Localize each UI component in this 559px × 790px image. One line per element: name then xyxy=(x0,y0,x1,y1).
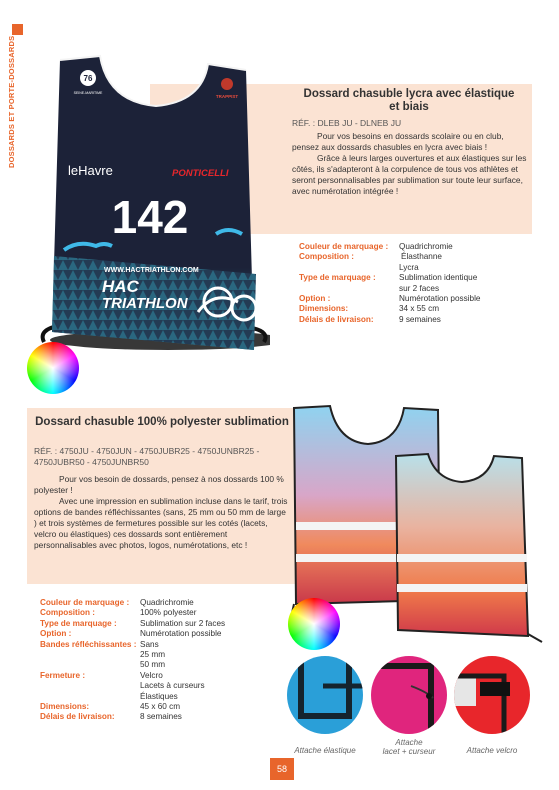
spec-row xyxy=(40,608,225,618)
spec-value: sur 2 faces xyxy=(399,283,440,293)
spec-value: Quadrichromie xyxy=(140,598,194,607)
spec-label: Dimensions: xyxy=(40,702,90,712)
bib-sponsor-right: PONTICELLI xyxy=(172,168,229,179)
spec-row xyxy=(40,640,225,671)
spec-value: Numérotation possible xyxy=(140,629,222,639)
spec-label: Bandes réfléchissantes : xyxy=(40,639,137,649)
attachment-caption xyxy=(366,738,452,756)
spec-label: Type de marquage : xyxy=(299,273,376,283)
product2-title: Dossard chasuble 100% polyester sublimation xyxy=(35,416,289,428)
spec-row xyxy=(40,598,225,608)
spec-label: Composition : xyxy=(40,608,96,618)
spec-row xyxy=(40,702,225,712)
spec-label: Couleur de marquage : xyxy=(40,598,130,607)
spec-value: Lacets à curseurs xyxy=(140,681,205,691)
product1-description-para: Grâce à leurs larges ouvertures et aux élastiques sur les côtés, ils s'adapteront à la corpulence de tous vos athlètes et seront personnalisables par sublimation sur toute leur surface, avec numérotation intégrée ! xyxy=(292,153,527,196)
bib-number: 142 xyxy=(111,191,189,243)
spec-row xyxy=(299,294,480,304)
page-number: 58 xyxy=(270,758,294,780)
spec-value: 100% polyester xyxy=(140,608,197,618)
spec-value: 34 x 55 cm xyxy=(399,304,440,314)
color-wheel-icon xyxy=(288,598,340,650)
spec-label: Option : xyxy=(299,294,331,304)
spec-label: Option : xyxy=(40,629,72,639)
spec-label: Fermeture : xyxy=(40,670,86,680)
spec-value: 8 semaines xyxy=(140,712,182,722)
spec-value: Numérotation possible xyxy=(399,294,481,304)
spec-row xyxy=(40,712,225,722)
bib-badge-right: TRAPPIST xyxy=(215,94,239,99)
product1-reference: RÉF. : DLEB JU - DLNEB JU xyxy=(292,118,402,128)
product2-description-para: Avec une impression en sublimation incluse dans le tarif, trois options de bandes réfléchissantes (sans, 25 mm ou 50 mm de large ) et trois systèmes de fermetures possible sur les cotés (lacets, velcro ou élastiques) ces dossards sont entièrement personnalisables avec photos, logos, numérotations, etc ! xyxy=(34,496,288,550)
bib-sponsor-left: leHavre xyxy=(68,163,113,178)
spec-value: 50 mm xyxy=(140,660,166,670)
spec-value: Quadrichromie xyxy=(399,242,453,251)
bib-club-line1: HAC xyxy=(102,277,139,296)
spec-value: 9 semaines xyxy=(399,314,441,324)
spec-value: Velcro xyxy=(140,670,163,680)
attachment-caption-line1: Attache xyxy=(395,738,423,747)
product1-spec-list xyxy=(299,242,480,325)
spec-label: Délais de livraison: xyxy=(299,314,374,324)
bib-website: WWW.HACTRIATHLON.COM xyxy=(104,267,199,274)
spec-value: Sublimation sur 2 faces xyxy=(140,618,226,628)
section-label: DOSSARDS ET PORTE-DOSSARDS xyxy=(7,35,16,168)
attachment-caption-line2: lacet + curseur xyxy=(382,747,436,756)
spec-row xyxy=(299,273,480,294)
attachment-caption: Attache velcro xyxy=(466,746,518,755)
spec-value: Élasthanne xyxy=(401,252,442,262)
spec-value: Élastiques xyxy=(140,691,178,701)
product2-description-para: Pour vos besoin de dossards, pensez à nos dossards 100 % polyester ! xyxy=(34,474,284,495)
svg-text:76: 76 xyxy=(83,74,93,83)
spec-value: 45 x 60 cm xyxy=(140,702,181,712)
spec-value: Sans xyxy=(140,639,159,649)
spec-label: Délais de livraison: xyxy=(40,712,115,722)
attachment-caption: Attache élastique xyxy=(294,746,356,755)
bib-club-line2: TRIATHLON xyxy=(102,295,188,312)
product1-description-para: Pour vos besoins en dossards scolaire ou en club, pensez aux dossards chasubles en lycra avec biais ! xyxy=(292,131,504,152)
bib-badge-left: SEINE-MARITIME xyxy=(73,91,103,95)
spec-row xyxy=(299,315,480,325)
spec-row xyxy=(40,671,225,702)
product2-spec-list xyxy=(40,598,225,723)
spec-label: Couleur de marquage : xyxy=(299,242,389,251)
product2-reference: RÉF. : 4750JU - 4750JUN - 4750JUBR25 - 4750JUNBR25 - 4750JUBR50 - 4750JUNBR50 xyxy=(34,446,260,467)
spec-row xyxy=(40,629,225,639)
elastic-attachment-photo xyxy=(287,656,363,734)
spec-value: 25 mm xyxy=(140,650,166,660)
lace-attachment-photo xyxy=(371,656,447,734)
spec-row xyxy=(299,242,480,252)
product2-description xyxy=(34,474,290,551)
spec-row xyxy=(40,619,225,629)
velcro-attachment-photo xyxy=(454,656,530,734)
spec-label: Dimensions: xyxy=(299,304,349,314)
color-wheel-icon xyxy=(27,342,79,394)
lycra-bib-image xyxy=(38,50,270,368)
spec-row xyxy=(299,252,480,273)
spec-label: Type de marquage : xyxy=(40,618,117,628)
spec-label: Composition : xyxy=(299,252,355,262)
product1-title: Dossard chasuble lycra avec élastique et biais xyxy=(303,88,515,113)
spec-value: Lycra xyxy=(399,262,419,272)
spec-value: Sublimation identique xyxy=(399,273,478,283)
product1-description xyxy=(292,131,527,197)
spec-row xyxy=(299,304,480,314)
